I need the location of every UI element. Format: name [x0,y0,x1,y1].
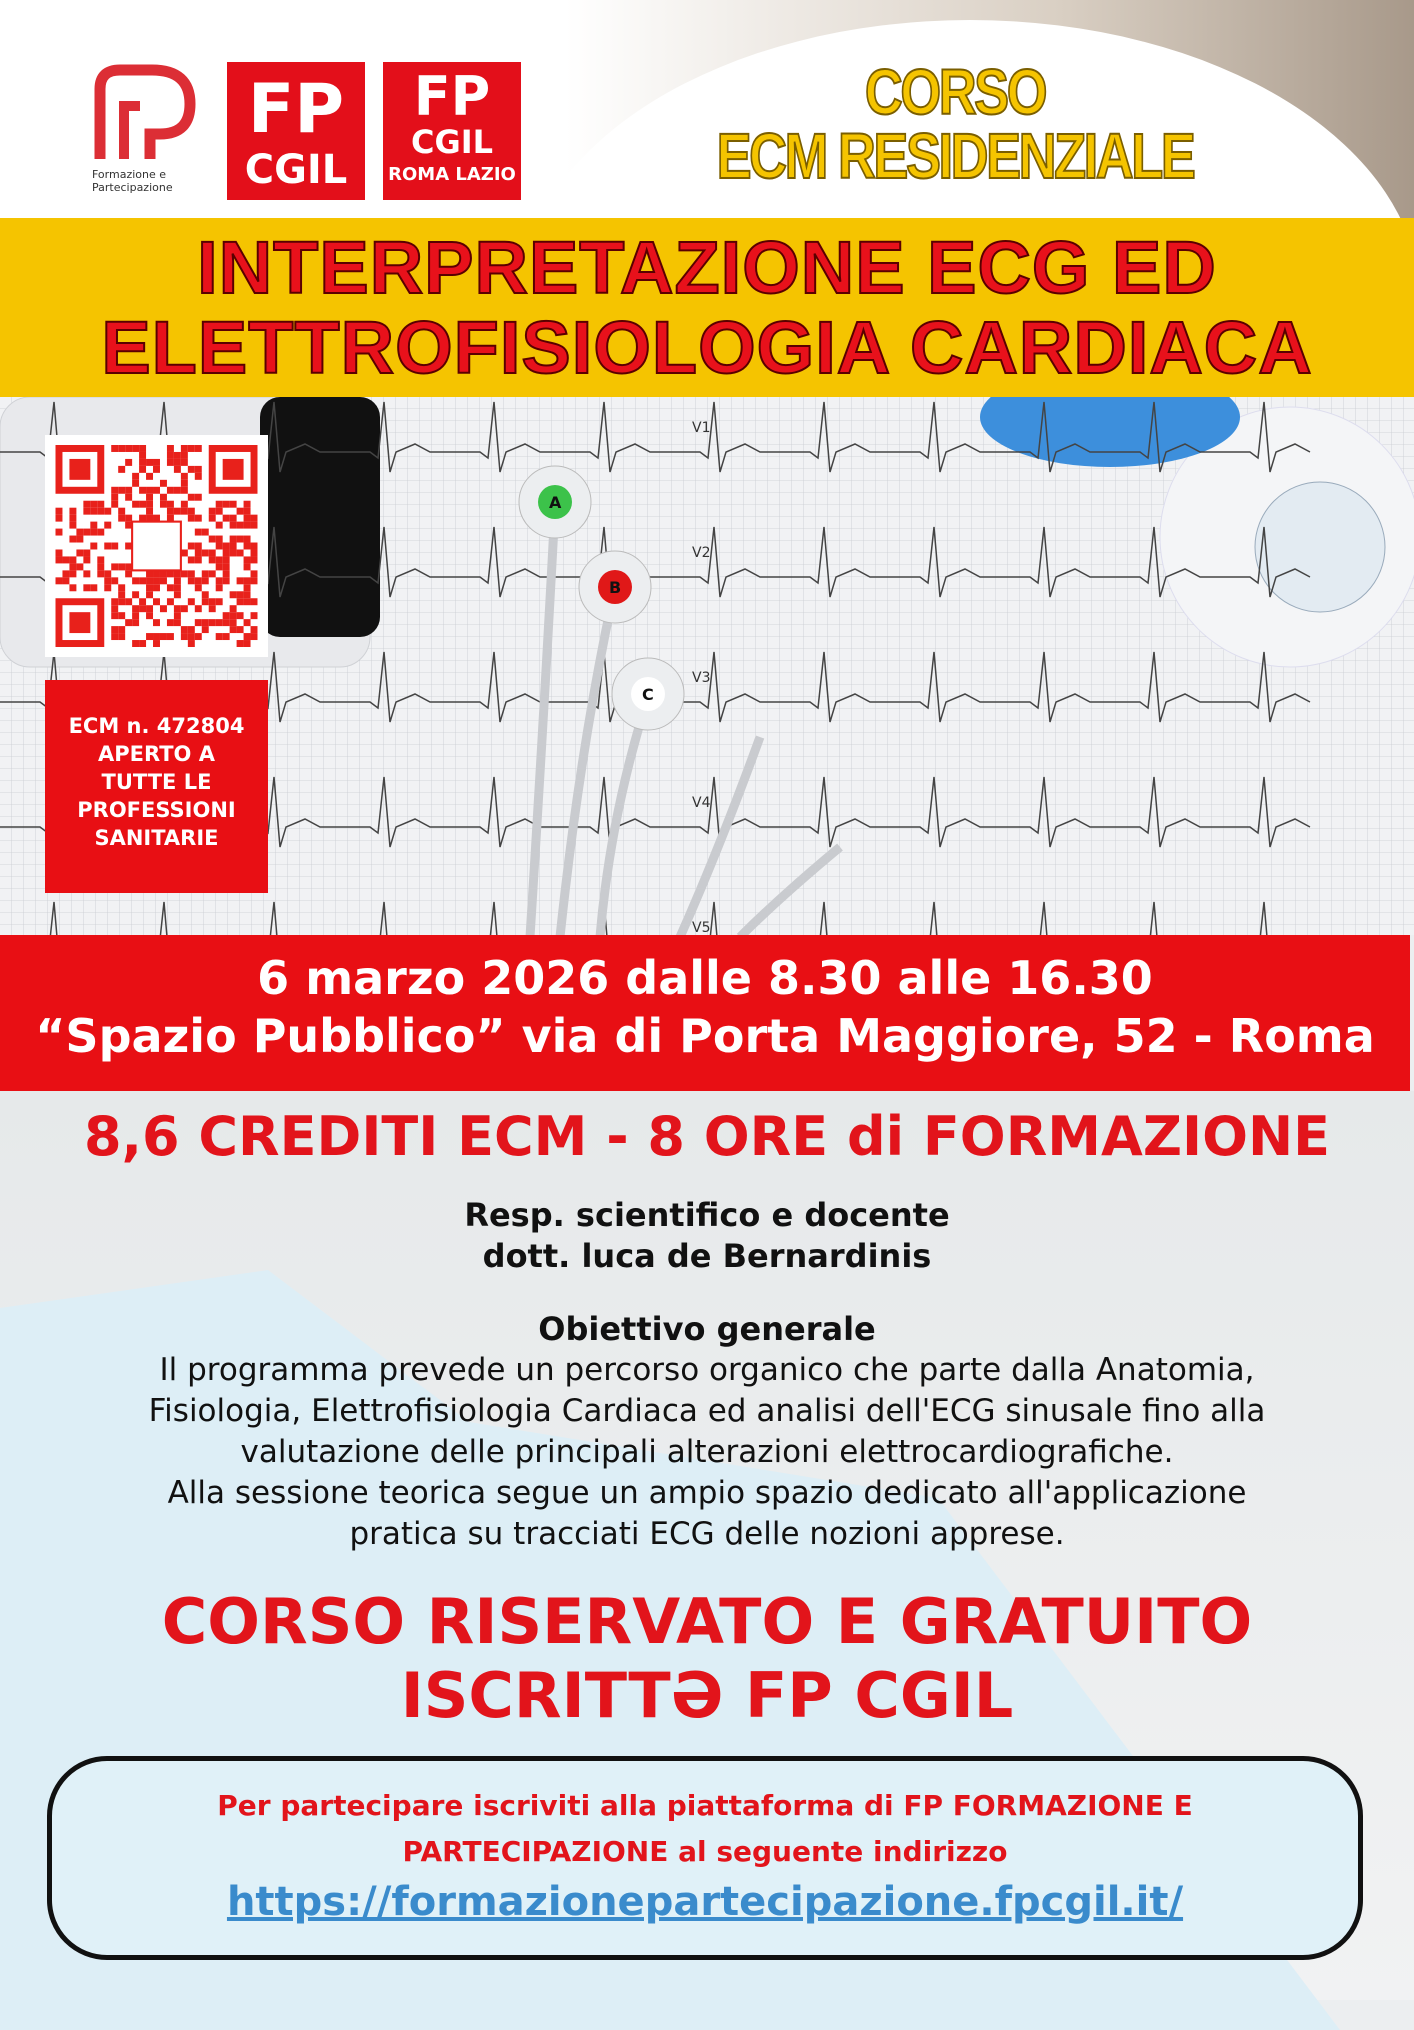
event-place: “Spazio Pubblico” via di Porta Maggiore, 52 - Roma [35,1009,1375,1063]
ecm-info-box: ECM n. 472804 APERTO A TUTTE LE PROFESSIONI SANITARIE [45,680,268,893]
fp-cgil-logo: FP CGIL [227,62,365,200]
course-title-line2: ELETTROFISIOLOGIA CARDIACA [101,306,1313,389]
qr-code[interactable] [45,435,268,657]
signup-link[interactable]: https://formazionepartecipazione.fpcgil.it/ [226,1879,1184,1925]
course-type-heading: CORSO ECM RESIDENZIALE [716,56,1194,192]
lead-label: V3 [692,670,711,686]
fp-formazione-text: Formazione e Partecipazione [92,168,173,194]
lead-label: V5 [692,920,711,935]
event-date: 6 marzo 2026 dalle 8.30 alle 16.30 [257,951,1153,1005]
reserved-heading: CORSO RISERVATO E GRATUITO ISCRITTƏ FP CGIL [161,1585,1253,1732]
lead-label: V2 [692,545,711,561]
event-details-band [0,935,1410,1091]
objective-title: Obiettivo generale [538,1310,876,1348]
signup-box: Per partecipare iscriviti alla piattaforma di FP FORMAZIONE E PARTECIPAZIONE al seguente indirizzo https://formazionepartecipazione.fpcgil.it/ [47,1756,1363,1960]
course-title-line1: INTERPRETAZIONE ECG ED [197,226,1217,309]
electrode-label: A [549,493,562,512]
scientific-lead: Resp. scientifico e docente dott. luca de Bernardinis [464,1196,950,1275]
objective-text: Il programma prevede un percorso organico che parte dalla Anatomia, Fisiologia, Elettrofisiologia Cardiaca ed analisi dell'ECG sinusale fino alla valutazione delle principali alterazioni elettrocardiografiche. Alla sessione teorica segue un ampio spazio dedicato all'applicazione pratica su tracciati ECG delle nozioni apprese. [148,1352,1266,1552]
fp-formazione-logo [92,64,202,200]
electrode-label: B [609,578,622,597]
title-band [0,218,1414,398]
electrode-label: C [642,685,654,704]
lead-label: V4 [692,795,711,811]
lead-label: V1 [692,420,711,436]
fp-cgil-roma-logo: FP CGIL ROMA LAZIO [383,62,521,200]
credits-heading: 8,6 CREDITI ECM - 8 ORE di FORMAZIONE [83,1105,1331,1168]
